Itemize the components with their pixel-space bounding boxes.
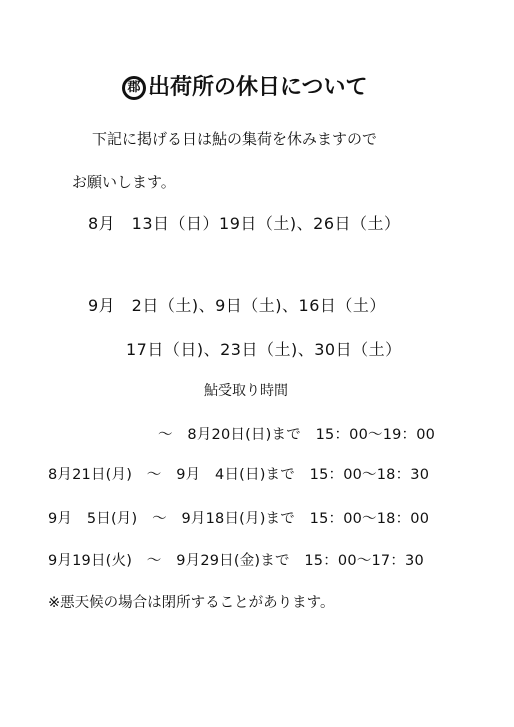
holiday-line-september-2: 17日（日)、23日（土)、30日（土） [126, 340, 402, 359]
holiday-line-august: 8月 13日（日）19日（土)、26日（土） [88, 214, 401, 233]
schedule-row: 9月19日(火) ～ 9月29日(金)まで 15：00～17：30 [48, 553, 424, 569]
receiving-hours-heading: 鮎受取り時間 [204, 383, 288, 399]
intro-line-2: お願いします。 [72, 173, 176, 191]
page-title [122, 76, 368, 100]
title-text: 出荷所の休日について [148, 75, 368, 100]
holiday-line-september-1: 9月 2日（土)、9日（土)、16日（土） [88, 296, 386, 315]
schedule-row: 8月21日(月) ～ 9月 4日(日)まで 15：00～18：30 [48, 467, 430, 483]
weather-note: ※悪天候の場合は閉所することがあります。 [48, 595, 335, 611]
organization-seal-icon: 郡 [122, 76, 146, 100]
schedule-row: ～ 8月20日(日)まで 15：00～19：00 [158, 427, 436, 443]
schedule-row: 9月 5日(月) ～ 9月18日(月)まで 15：00～18：00 [48, 511, 430, 527]
intro-line-1: 下記に掲げる日は鮎の集荷を休みますので [92, 130, 378, 148]
